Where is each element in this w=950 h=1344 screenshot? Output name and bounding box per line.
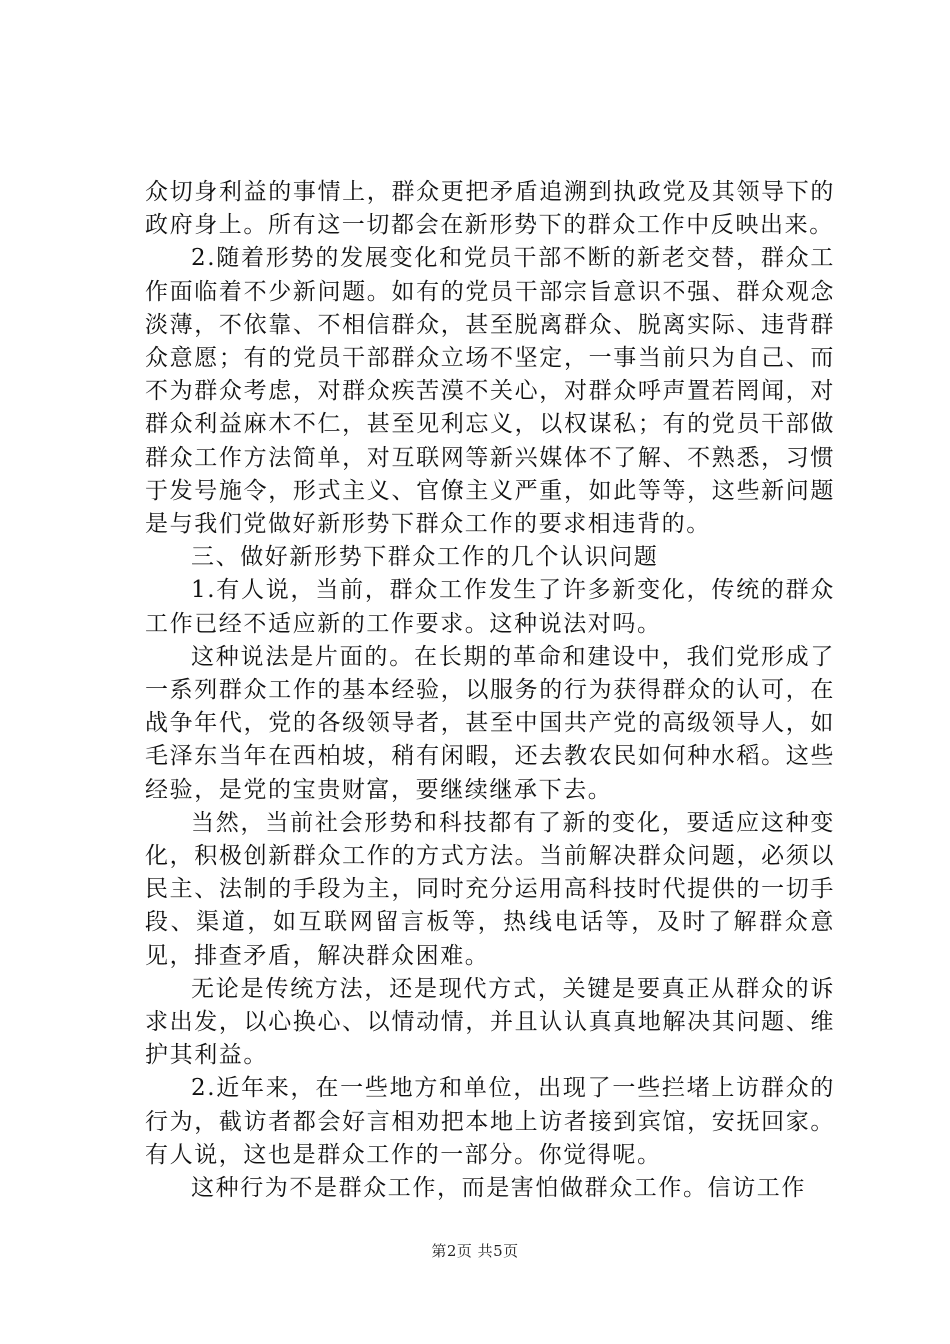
paragraph: 2.近年来，在一些地方和单位，出现了一些拦堵上访群众的行为，截访者都会好言相劝把本地上访者接到宾馆，安抚回家。有人说，这也是群众工作的一部分。你觉得呢。 (145, 1075, 835, 1168)
paragraph: 众切身利益的事情上，群众更把矛盾追溯到执政党及其领导下的政府身上。所有这一切都会在新形势下的群众工作中反映出来。 (145, 179, 835, 239)
paragraph: 2.随着形势的发展变化和党员干部不断的新老交替，群众工作面临着不少新问题。如有的党员干部宗旨意识不强、群众观念淡薄，不依靠、不相信群众，甚至脱离群众、脱离实际、违背群众意愿；有的党员干部群众立场不坚定，一事当前只为自己、而不为群众考虑，对群众疾苦漠不关心，对群众呼声置若罔闻，对群众利益麻木不仁，甚至见利忘义，以权谋私；有的党员干部做群众工作方法简单，对互联网等新兴媒体不了解、不熟悉，习惯于发号施令，形式主义、官僚主义严重，如此等等，这些新问题是与我们党做好新形势下群众工作的要求相违背的。 (145, 245, 835, 538)
paragraph: 无论是传统方法，还是现代方式，关键是要真正从群众的诉求出发，以心换心、以情动情，并且认认真真地解决其问题、维护其利益。 (145, 975, 835, 1069)
section-heading: 三、做好新形势下群众工作的几个认识问题 (191, 544, 659, 571)
document-body (145, 176, 835, 1205)
paragraph: 这种说法是片面的。在长期的革命和建设中，我们党形成了一系列群众工作的基本经验，以服务的行为获得群众的认可，在战争年代，党的各级领导者，甚至中国共产党的高级领导人，如毛泽东当年在西柏坡，稍有闲暇，还去教农民如何种水稻。这些经验，是党的宝贵财富，要继续继承下去。 (145, 643, 835, 803)
page-number: 第2页 共5页 (431, 1242, 519, 1260)
paragraph: 当然，当前社会形势和科技都有了新的变化，要适应这种变化，积极创新群众工作的方式方法。当前解决群众问题，必须以民主、法制的手段为主，同时充分运用高科技时代提供的一切手段、渠道，如互联网留言板等，热线电话等，及时了解群众意见，排查矛盾，解决群众困难。 (145, 809, 835, 969)
paragraph: 这种行为不是群众工作，而是害怕做群众工作。信访工作 (191, 1175, 806, 1202)
paragraph: 1.有人说，当前，群众工作发生了许多新变化，传统的群众工作已经不适应新的工作要求。这种说法对吗。 (145, 577, 835, 637)
